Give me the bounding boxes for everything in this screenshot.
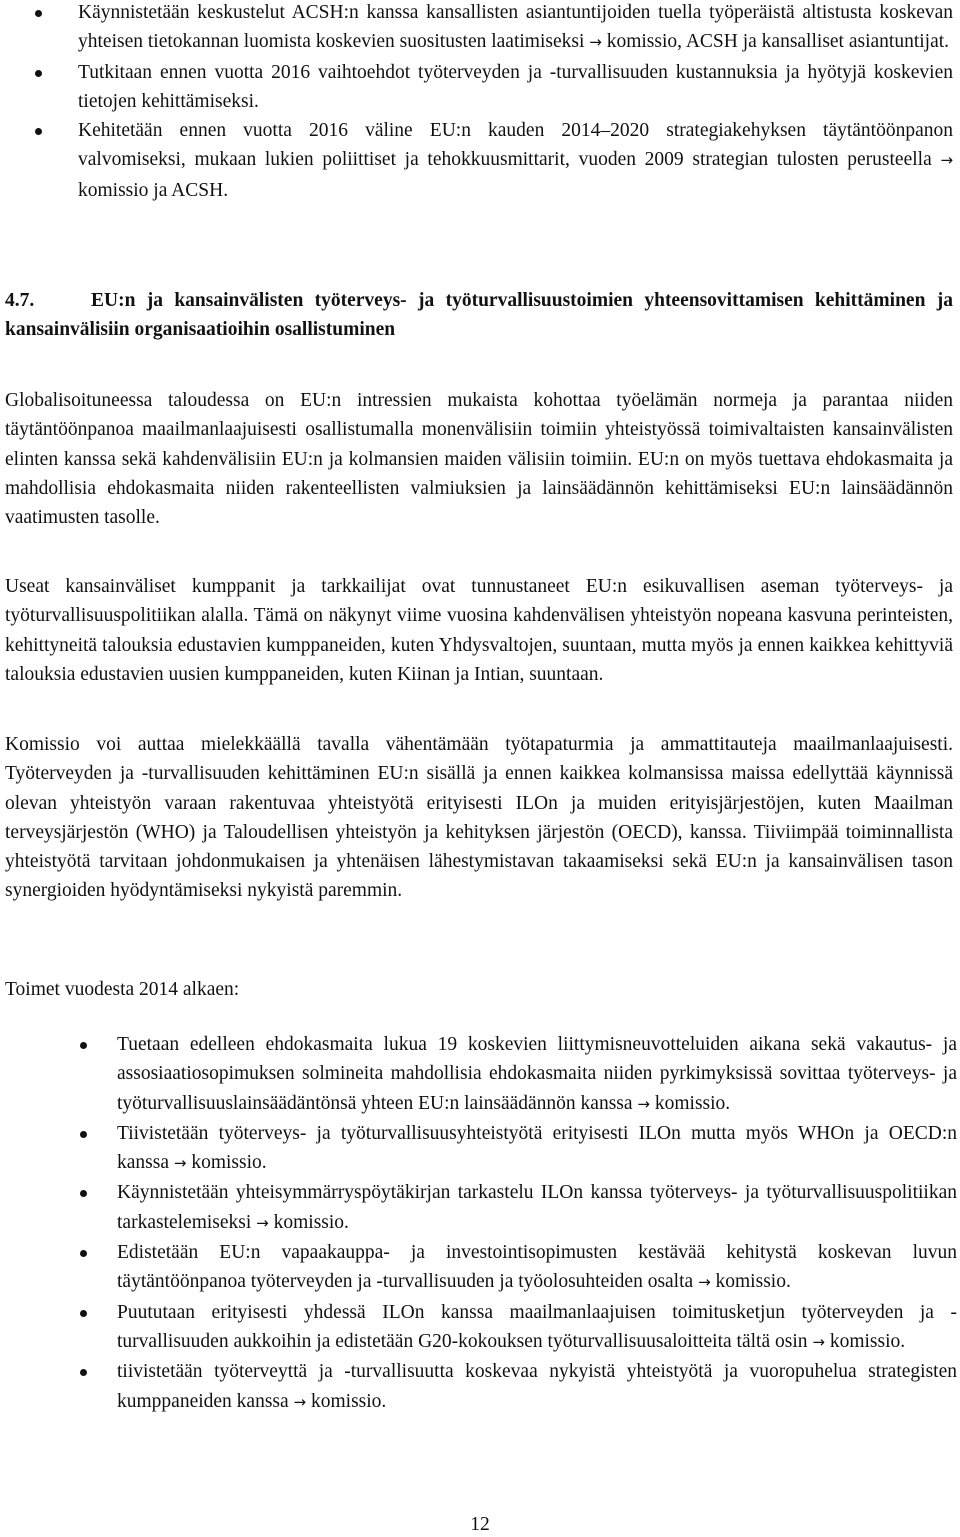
list-item: Kehitetään ennen vuotta 2016 väline EU:n kauden 2014–2020 strategiakehyksen täytäntöönpanon valvomiseksi, mukaan lukien poliittiset ja tehokkuusmittarit, vuoden 2009 strategian tulosten perusteella → komissio ja ACSH. (0, 116, 953, 205)
arrow-icon: → (256, 1213, 269, 1232)
list-item: Tutkitaan ennen vuotta 2016 vaihtoehdot työterveyden ja -turvallisuuden kustannuksia ja hyötyjä koskevien tietojen kehittämiseksi. (0, 58, 953, 117)
section-heading (5, 286, 953, 345)
arrow-icon: → (812, 1332, 825, 1351)
list-item: Käynnistetään yhteisymmärryspöytäkirjan tarkastelu ILOn kanssa työterveys- ja työturvallisuuspolitiikan tarkastelemiseksi → komissio. (0, 1178, 957, 1238)
paragraph: Globalisoituneessa taloudessa on EU:n intressien mukaista kohottaa työelämän normeja ja parantaa niiden täytäntöönpanoa maailmanlaajuisesti osallistumalla monenvälisiin toimiin yhteistyössä toimivaltaisten kansainvälisten elinten kanssa sekä kahdenvälisiin EU:n ja kolmansien maiden välisiin toimiin. EU:n on myös tuettava ehdokasmaita ja mahdollisia ehdokasmaita niiden rakenteellisten valmiuksien ja lainsäädännön kehittämiseksi EU:n lainsäädännön vaatimusten tasolle. (5, 390, 953, 529)
paragraph: Toimet vuodesta 2014 alkaen: (5, 979, 240, 1000)
page-number: 12 (470, 1514, 490, 1535)
paragraph: Komissio voi auttaa mielekkäällä tavalla vähentämään työtapaturmia ja ammattitauteja maailmanlaajuisesti. Työterveyden ja -turvallisuuden kehittäminen EU:n sisällä ja ennen kaikkea kolmansissa maissa edellyttää käynnissä olevan yhteistyön varaan rakentuvaa yhteistyötä erityisesti ILOn ja muiden erityisjärjestöjen, kuten Maailman terveysjärjestön (WHO) ja Taloudellisen yhteistyön ja kehityksen järjestön (OECD), kanssa. Tiiviimpää toiminnallista yhteistyötä tarvitaan johdonmukaisen ja yhtenäisen lähestymistavan takaamiseksi sekä EU:n ja kansainvälisen tason synergioiden hyödyntämiseksi nykyistä paremmin. (5, 734, 953, 902)
list-item: Käynnistetään keskustelut ACSH:n kanssa kansallisten asiantuntijoiden tuella työperäistä altistusta koskevan yhteisen tietokannan luomista koskevien suositusten laatimiseksi → komissio, ACSH ja kansalliset asiantuntijat. (0, 0, 953, 58)
arrow-icon: → (173, 1154, 187, 1173)
list-item: tiivistetään työterveyttä ja -turvallisuutta koskevaa nykyistä yhteistyötä ja vuoropuhelua strategisten kumppaneiden kanssa → komissio. (0, 1357, 957, 1417)
list-item: Tiivistetään työterveys- ja työturvallisuusyhteistyötä erityisesti ILOn mutta myös WHOn ja OECD:n kanssa → komissio. (0, 1119, 957, 1179)
list-item: Tuetaan edelleen ehdokasmaita lukua 19 koskevien liittymisneuvotteluiden aikana sekä vakautus- ja assosiaatiosopimuksen solmineita mahdollisia ehdokasmaita niiden pyrkimyksissä sovittaa työterveys- ja työturvallisuuslainsäädäntönsä yhteen EU:n lainsäädännön kanssa → komissio. (0, 1030, 957, 1119)
top-bullet-list (0, 0, 953, 205)
section-title: EU:n ja kansainvälisten työterveys- ja työturvallisuustoimien yhteensovittamisen kehittäminen ja kansainvälisiin organisaatioihin osallistuminen (5, 290, 953, 341)
paragraph: Useat kansainväliset kumppanit ja tarkkailijat ovat tunnustaneet EU:n esikuvallisen aseman työterveys- ja työturvallisuuspolitiikan alalla. Tämä on näkynyt viime vuosina kahdenvälisen yhteistyön nopeana kasvuna perinteisten, kehittyneitä talouksia edustavien kumppaneiden, kuten Yhdysvaltojen, suuntaan, mutta myös ja ennen kaikkea kehittyviä talouksia edustavien uusien kumppaneiden, kuten Kiinan ja Intian, suuntaan. (5, 576, 953, 685)
list-item: Puututaan erityisesti yhdessä ILOn kanssa maailmanlaajuisen toimitusketjun työterveyden ja -turvallisuuden aukkoihin ja edistetään G20-kokouksen työturvallisuusaloitteita tältä osin → komissio. (0, 1298, 957, 1358)
arrow-icon: → (940, 151, 954, 170)
section-number: 4.7. (5, 290, 35, 311)
arrow-icon: → (698, 1273, 711, 1292)
arrow-icon: → (637, 1094, 650, 1113)
list-item: Edistetään EU:n vapaakauppa- ja investointisopimusten kestävää kehitystä koskevan luvun täytäntöönpanoa työterveyden ja -turvallisuuden ja työolosuhteiden osalta → komissio. (0, 1238, 957, 1298)
bottom-bullet-list (0, 1030, 957, 1417)
arrow-icon: → (293, 1392, 307, 1411)
arrow-icon: → (589, 33, 602, 52)
